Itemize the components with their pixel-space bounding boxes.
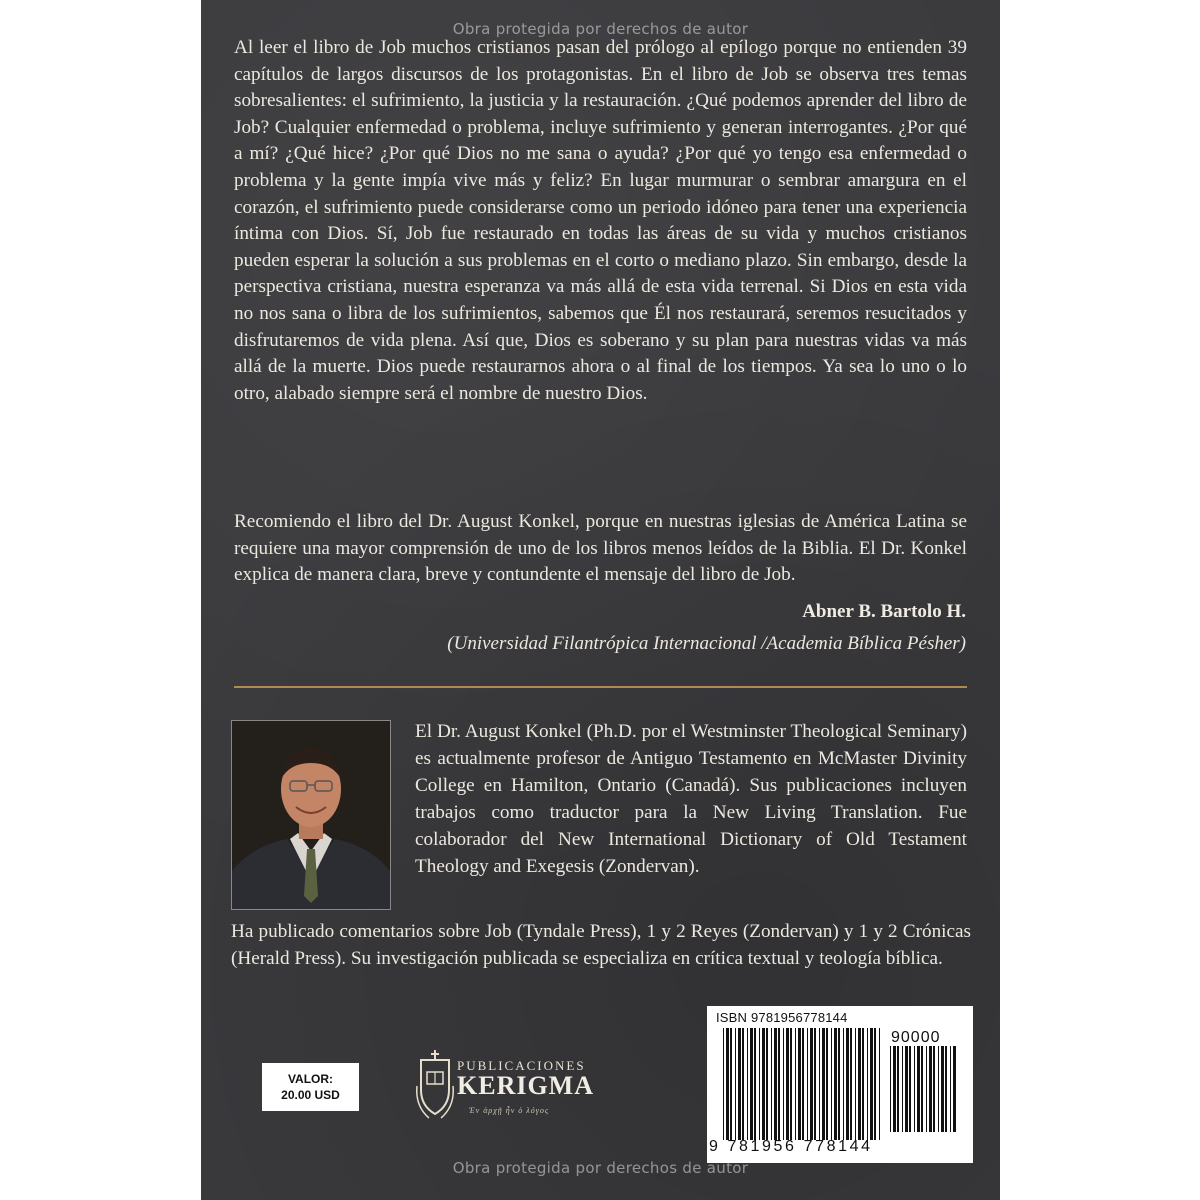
barcode-addon-bars [890, 1046, 960, 1132]
publisher-logo [415, 1046, 625, 1128]
publisher-name: KERIGMA [457, 1071, 594, 1100]
price-value: 20.00 USD [281, 1088, 340, 1102]
price-label: VALOR: [287, 1072, 334, 1086]
copyright-watermark-bottom: Obra protegida por derechos de autor [452, 1159, 749, 1177]
shield-crest-icon [415, 1046, 455, 1128]
copyright-watermark-top: Obra protegida por derechos de autor [452, 20, 749, 38]
author-publications-paragraph: Ha publicado comentarios sobre Job (Tyndale Press), 1 y 2 Reyes (Zondervan) y 1 y 2 Crónicas (Herald Press). Su investigación publicada se especializa en crítica textual y teología bíblica. [231, 921, 971, 969]
author-portrait-image [232, 721, 390, 909]
barcode-bars [723, 1028, 883, 1140]
intro-paragraph: Al leer el libro de Job muchos cristianos pasan del prólogo al epílogo porque no entienden 39 capítulos de largos discursos de los protagonistas. En el libro de Job se observa tres temas sobresalientes: el sufrimiento, la justicia y la restauración. ¿Qué podemos aprender del libro de Job? Cualquier enfermedad o problema, incluye sufrimiento y generan interrogantes. ¿Por qué a mí? ¿Qué hice? ¿Por qué Dios no me sana o ayuda? ¿Por qué yo tengo esa enfermedad o problema y la gente impía vive más y feliz? En lugar murmurar o sembrar amargura en el corazón, el sufrimiento puede considerarse como un periodo idóneo para tener una experiencia íntima con Dios. Sí, Job fue restaurado en todas las áreas de su vida y muchos cristianos pueden esperar la solución a sus problemas en el corto o mediano plazo. Sin embargo, desde la perspectiva cristiana, nuestra esperanza va más allá de esta vida terrenal. Si Dios en esta vida no nos sana o libra de los sufrimientos, sabemos que Él nos restaurará, seremos resucitados y disfrutaremos de vida plena. Así que, Dios es soberano y su plan para nuestras vidas va más allá de la muerte. Dios puede restaurarnos ahora o al final de los tiempos. Ya sea lo uno o lo otro, alabado siempre será el nombre de nuestro Dios. [234, 37, 967, 404]
section-divider [234, 686, 967, 688]
isbn-label: ISBN 9781956778144 [716, 1010, 848, 1025]
isbn-barcode [707, 1006, 973, 1163]
publisher-motto: Ἐν ἀρχῇ ἦν ὁ λόγος [469, 1106, 550, 1115]
publisher-subtitle: PUBLICACIONES [457, 1058, 586, 1073]
barcode-addon-number: 90000 [891, 1029, 941, 1046]
price-tag [262, 1063, 359, 1111]
recommendation-paragraph: Recomiendo el libro del Dr. August Konkel, porque en nuestras iglesias de América Latina se requiere una mayor comprensión de uno de los libros menos leídos de la Biblia. El Dr. Konkel explica de manera clara, breve y contundente el mensaje del libro de Job. [234, 511, 967, 586]
endorser-affiliation: (Universidad Filantrópica Internacional /Academia Bíblica Pésher) [447, 633, 966, 654]
barcode-ean-number: 9 781956 778144 [709, 1138, 873, 1155]
author-photo [231, 720, 391, 910]
endorser-name: Abner B. Bartolo H. [802, 601, 966, 622]
author-bio-paragraph: El Dr. August Konkel (Ph.D. por el Westminster Theological Seminary) es actualmente profesor de Antiguo Testamento en McMaster Divinity College en Hamilton, Ontario (Canadá). Sus publicaciones incluyen trabajos como traductor para la New Living Translation. Fue colaborador del New International Dictionary of Old Testament Theology and Exegesis (Zondervan). [415, 721, 967, 877]
book-back-cover [201, 0, 1000, 1200]
